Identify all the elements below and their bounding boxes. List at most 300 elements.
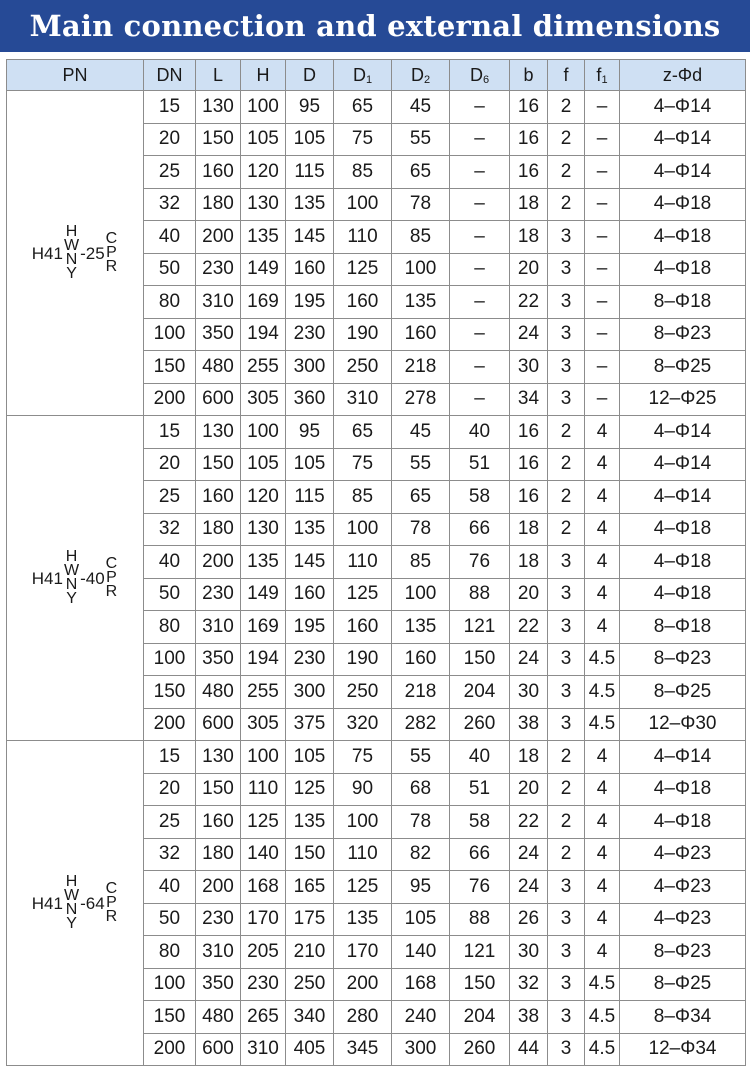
table-cell: 310	[196, 611, 241, 644]
table-cell: 121	[450, 611, 510, 644]
table-cell: 90	[334, 773, 392, 806]
table-cell: –	[585, 123, 620, 156]
column-header-label: D	[352, 64, 366, 85]
table-cell: 3	[548, 1033, 585, 1066]
table-cell: 160	[392, 318, 450, 351]
table-cell: 150	[196, 448, 241, 481]
table-cell: 4	[585, 578, 620, 611]
table-cell: 16	[510, 481, 548, 514]
table-cell: 240	[392, 1001, 450, 1034]
column-header-label: PN	[62, 64, 88, 85]
column-header-subscript: 6	[482, 73, 490, 86]
column-header	[241, 60, 286, 91]
table-cell: 2	[548, 806, 585, 839]
table-cell: 110	[334, 546, 392, 579]
column-header-label: H	[256, 64, 270, 85]
table-cell: 100	[392, 578, 450, 611]
title-banner	[0, 0, 750, 52]
table-cell: 160	[286, 253, 334, 286]
table-cell: 4	[585, 806, 620, 839]
table-cell: 3	[548, 383, 585, 416]
table-cell: 100	[241, 741, 286, 774]
table-cell: 300	[286, 676, 334, 709]
table-cell: 350	[196, 968, 241, 1001]
model-prefix: H41	[31, 243, 63, 263]
table-cell: 180	[196, 838, 241, 871]
table-cell: 310	[241, 1033, 286, 1066]
table-cell: 55	[392, 448, 450, 481]
column-header-subscript: 1	[601, 73, 608, 86]
table-cell: 350	[196, 318, 241, 351]
table-cell: 76	[450, 546, 510, 579]
table-cell: 2	[548, 513, 585, 546]
table-cell: 150	[144, 1001, 196, 1034]
table-cell: 8–Φ23	[620, 643, 746, 676]
table-cell: 169	[241, 611, 286, 644]
material-letter: R	[105, 908, 118, 925]
model-type-letter: N	[65, 901, 78, 918]
table-cell: 2	[548, 838, 585, 871]
pressure-nominal: -40	[80, 568, 105, 588]
table-cell: 15	[144, 741, 196, 774]
table-cell: 350	[196, 643, 241, 676]
table-cell: 45	[392, 416, 450, 449]
table-cell: 3	[548, 903, 585, 936]
column-header	[286, 60, 334, 91]
table-cell: 8–Φ34	[620, 1001, 746, 1034]
column-header	[620, 60, 746, 91]
table-cell: 405	[286, 1033, 334, 1066]
table-cell: 250	[334, 351, 392, 384]
table-cell: 2	[548, 123, 585, 156]
table-cell: 32	[510, 968, 548, 1001]
table-cell: 20	[510, 773, 548, 806]
table-cell: 18	[510, 221, 548, 254]
table-cell: –	[585, 253, 620, 286]
table-cell: 8–Φ23	[620, 318, 746, 351]
pn-model-cell	[7, 741, 144, 1066]
table-cell: 130	[196, 416, 241, 449]
material-letter: R	[105, 583, 118, 600]
dimensions-table	[6, 59, 746, 1066]
table-cell: 65	[334, 91, 392, 124]
table-cell: 2	[548, 481, 585, 514]
table-cell: 218	[392, 351, 450, 384]
table-cell: –	[585, 156, 620, 189]
table-cell: 4–Φ18	[620, 188, 746, 221]
table-cell: –	[585, 91, 620, 124]
table-cell: 20	[510, 253, 548, 286]
table-cell: 130	[241, 188, 286, 221]
table-cell: 76	[450, 871, 510, 904]
column-header-subscript: 2	[423, 73, 431, 86]
table-cell: 230	[196, 903, 241, 936]
table-cell: 160	[196, 481, 241, 514]
model-prefix: H41	[31, 568, 63, 588]
table-cell: 135	[392, 286, 450, 319]
table-cell: 2	[548, 773, 585, 806]
table-cell: 4	[585, 546, 620, 579]
model-designation	[32, 875, 118, 931]
table-cell: 200	[196, 221, 241, 254]
table-cell: 4–Φ23	[620, 838, 746, 871]
table-cell: 55	[392, 741, 450, 774]
material-letter: C	[105, 555, 118, 572]
table-cell: 3	[548, 1001, 585, 1034]
table-cell: 26	[510, 903, 548, 936]
table-cell: 2	[548, 188, 585, 221]
table-cell: 3	[548, 871, 585, 904]
table-cell: 20	[510, 578, 548, 611]
table-cell: 4–Φ18	[620, 513, 746, 546]
table-cell: 4.5	[585, 968, 620, 1001]
table-row	[7, 741, 746, 774]
table-cell: 4.5	[585, 1033, 620, 1066]
material-letter: R	[105, 258, 118, 275]
table-cell: 4.5	[585, 676, 620, 709]
table-cell: 78	[392, 513, 450, 546]
table-cell: 4	[585, 481, 620, 514]
model-designation	[32, 550, 118, 606]
table-cell: 22	[510, 806, 548, 839]
table-cell: 18	[510, 188, 548, 221]
page-title: Main connection and external dimensions	[29, 9, 721, 43]
header-row	[7, 60, 746, 91]
table-cell: 3	[548, 936, 585, 969]
table-cell: 18	[510, 546, 548, 579]
table-cell: 160	[334, 286, 392, 319]
table-cell: 105	[286, 448, 334, 481]
table-cell: 3	[548, 318, 585, 351]
table-cell: 375	[286, 708, 334, 741]
table-cell: 135	[286, 188, 334, 221]
table-cell: 4–Φ18	[620, 773, 746, 806]
table-cell: 105	[241, 123, 286, 156]
table-cell: 80	[144, 286, 196, 319]
table-cell: –	[450, 91, 510, 124]
table-cell: 78	[392, 806, 450, 839]
table-cell: 4	[585, 903, 620, 936]
table-cell: 100	[241, 91, 286, 124]
column-header	[585, 60, 620, 91]
table-cell: 3	[548, 676, 585, 709]
table-cell: 110	[334, 838, 392, 871]
table-cell: –	[585, 318, 620, 351]
table-cell: 320	[334, 708, 392, 741]
table-cell: 230	[241, 968, 286, 1001]
table-cell: 4	[585, 741, 620, 774]
model-type-letter: N	[65, 251, 78, 268]
table-cell: 45	[392, 91, 450, 124]
table-cell: 4	[585, 773, 620, 806]
table-cell: 149	[241, 253, 286, 286]
table-cell: 100	[144, 643, 196, 676]
table-cell: 150	[144, 676, 196, 709]
table-cell: 600	[196, 383, 241, 416]
table-cell: 130	[196, 91, 241, 124]
table-cell: 150	[286, 838, 334, 871]
model-type-stack	[64, 550, 79, 606]
material-stack	[106, 557, 118, 599]
table-cell: 255	[241, 676, 286, 709]
table-cell: 78	[392, 188, 450, 221]
pressure-nominal: -25	[80, 243, 105, 263]
table-cell: 55	[392, 123, 450, 156]
table-cell: –	[450, 351, 510, 384]
table-cell: 4	[585, 448, 620, 481]
table-cell: 3	[548, 643, 585, 676]
table-cell: 8–Φ25	[620, 676, 746, 709]
table-cell: 40	[144, 546, 196, 579]
table-cell: 140	[392, 936, 450, 969]
table-cell: 25	[144, 481, 196, 514]
table-cell: 100	[334, 806, 392, 839]
table-cell: 8–Φ25	[620, 968, 746, 1001]
model-type-letter: W	[63, 562, 80, 579]
table-cell: 135	[392, 611, 450, 644]
table-cell: –	[450, 123, 510, 156]
table-cell: 4–Φ18	[620, 221, 746, 254]
table-cell: 150	[196, 773, 241, 806]
table-cell: 82	[392, 838, 450, 871]
table-cell: 2	[548, 448, 585, 481]
pn-model-cell	[7, 416, 144, 741]
table-cell: 120	[241, 156, 286, 189]
column-header-label: f	[596, 64, 602, 85]
table-cell: 25	[144, 806, 196, 839]
table-cell: 150	[196, 123, 241, 156]
table-cell: 100	[144, 318, 196, 351]
table-cell: 4–Φ18	[620, 546, 746, 579]
column-header	[334, 60, 392, 91]
table-cell: 4–Φ14	[620, 448, 746, 481]
table-cell: 160	[334, 611, 392, 644]
table-cell: 105	[286, 741, 334, 774]
material-letter: C	[105, 880, 118, 897]
table-cell: –	[585, 383, 620, 416]
table-cell: 4.5	[585, 708, 620, 741]
table-cell: 230	[196, 253, 241, 286]
model-type-letter: W	[63, 237, 80, 254]
table-cell: 58	[450, 806, 510, 839]
model-type-letter: H	[65, 223, 78, 240]
table-cell: –	[585, 221, 620, 254]
table-cell: 230	[286, 643, 334, 676]
table-cell: 340	[286, 1001, 334, 1034]
table-cell: 280	[334, 1001, 392, 1034]
table-cell: 260	[450, 708, 510, 741]
table-cell: 4–Φ14	[620, 481, 746, 514]
table-cell: 200	[334, 968, 392, 1001]
table-cell: 260	[450, 1033, 510, 1066]
column-header-label: b	[523, 64, 534, 85]
table-cell: 3	[548, 221, 585, 254]
table-cell: 24	[510, 318, 548, 351]
table-cell: 195	[286, 611, 334, 644]
table-cell: 8–Φ18	[620, 286, 746, 319]
column-header	[392, 60, 450, 91]
table-cell: –	[450, 318, 510, 351]
model-prefix: H41	[31, 893, 63, 913]
model-type-letter: W	[63, 887, 80, 904]
material-letter: C	[105, 230, 118, 247]
table-cell: 16	[510, 416, 548, 449]
table-cell: 40	[450, 416, 510, 449]
dimensions-table-wrapper	[6, 59, 746, 1066]
table-cell: 3	[548, 351, 585, 384]
table-cell: 100	[334, 513, 392, 546]
table-cell: 20	[144, 123, 196, 156]
table-cell: 4–Φ18	[620, 806, 746, 839]
table-cell: 105	[241, 448, 286, 481]
table-cell: 85	[334, 156, 392, 189]
table-cell: –	[585, 286, 620, 319]
table-cell: 230	[286, 318, 334, 351]
table-cell: 65	[392, 481, 450, 514]
table-cell: 66	[450, 513, 510, 546]
table-cell: 4.5	[585, 643, 620, 676]
table-cell: 8–Φ18	[620, 611, 746, 644]
table-cell: 360	[286, 383, 334, 416]
table-cell: 4	[585, 611, 620, 644]
table-cell: 100	[392, 253, 450, 286]
table-cell: 80	[144, 936, 196, 969]
material-letter: P	[106, 569, 117, 586]
table-cell: 265	[241, 1001, 286, 1034]
table-cell: 16	[510, 91, 548, 124]
table-cell: 200	[144, 383, 196, 416]
table-cell: 12–Φ30	[620, 708, 746, 741]
table-cell: 305	[241, 383, 286, 416]
table-cell: 600	[196, 708, 241, 741]
model-type-stack	[64, 875, 79, 931]
table-cell: 310	[334, 383, 392, 416]
table-cell: 150	[144, 351, 196, 384]
table-cell: 600	[196, 1033, 241, 1066]
table-cell: 300	[286, 351, 334, 384]
table-cell: 2	[548, 416, 585, 449]
table-body	[7, 91, 746, 1066]
material-stack	[106, 232, 118, 274]
table-cell: 150	[450, 643, 510, 676]
table-cell: 120	[241, 481, 286, 514]
table-cell: 22	[510, 611, 548, 644]
table-cell: 125	[241, 806, 286, 839]
table-cell: 40	[450, 741, 510, 774]
table-cell: 18	[510, 741, 548, 774]
model-type-letter: Y	[66, 915, 77, 932]
column-header-label: f	[563, 64, 569, 85]
table-cell: 135	[286, 806, 334, 839]
table-cell: 160	[286, 578, 334, 611]
table-cell: 115	[286, 481, 334, 514]
table-cell: 160	[392, 643, 450, 676]
table-cell: 12–Φ34	[620, 1033, 746, 1066]
column-header-label: D	[410, 64, 424, 85]
table-cell: 16	[510, 156, 548, 189]
table-cell: 95	[286, 416, 334, 449]
table-cell: 145	[286, 221, 334, 254]
table-cell: 100	[241, 416, 286, 449]
table-cell: 125	[286, 773, 334, 806]
table-cell: 32	[144, 188, 196, 221]
table-cell: 65	[334, 416, 392, 449]
model-type-letter: H	[65, 548, 78, 565]
table-cell: 105	[392, 903, 450, 936]
table-cell: 135	[241, 221, 286, 254]
table-cell: 4–Φ23	[620, 903, 746, 936]
table-cell: 66	[450, 838, 510, 871]
table-cell: 16	[510, 448, 548, 481]
table-cell: 58	[450, 481, 510, 514]
table-cell: 18	[510, 513, 548, 546]
table-cell: 175	[286, 903, 334, 936]
table-cell: 310	[196, 936, 241, 969]
table-cell: 68	[392, 773, 450, 806]
table-cell: 110	[334, 221, 392, 254]
column-header	[450, 60, 510, 91]
table-row	[7, 91, 746, 124]
table-cell: 200	[196, 546, 241, 579]
column-header	[7, 60, 144, 91]
table-cell: 3	[548, 611, 585, 644]
table-cell: 160	[196, 156, 241, 189]
table-cell: 165	[286, 871, 334, 904]
table-cell: 3	[548, 253, 585, 286]
table-cell: 200	[144, 708, 196, 741]
table-cell: 25	[144, 156, 196, 189]
table-cell: 480	[196, 676, 241, 709]
model-type-stack	[64, 225, 79, 281]
table-cell: 51	[450, 773, 510, 806]
table-cell: 15	[144, 416, 196, 449]
column-header	[144, 60, 196, 91]
table-cell: –	[450, 383, 510, 416]
pressure-nominal: -64	[80, 893, 105, 913]
table-cell: 30	[510, 351, 548, 384]
table-cell: –	[450, 221, 510, 254]
table-cell: 3	[548, 968, 585, 1001]
table-cell: 305	[241, 708, 286, 741]
table-cell: 85	[392, 546, 450, 579]
column-header-label: L	[212, 64, 223, 85]
table-cell: 310	[196, 286, 241, 319]
table-cell: 125	[334, 871, 392, 904]
table-cell: 100	[334, 188, 392, 221]
table-cell: 44	[510, 1033, 548, 1066]
column-header-label: DN	[156, 64, 183, 85]
table-cell: 24	[510, 838, 548, 871]
table-cell: –	[450, 286, 510, 319]
table-cell: 190	[334, 643, 392, 676]
table-cell: 250	[334, 676, 392, 709]
table-cell: 204	[450, 1001, 510, 1034]
table-cell: 130	[241, 513, 286, 546]
table-cell: 15	[144, 91, 196, 124]
table-cell: 3	[548, 286, 585, 319]
table-cell: 4–Φ18	[620, 578, 746, 611]
table-cell: 204	[450, 676, 510, 709]
table-cell: 195	[286, 286, 334, 319]
table-cell: 282	[392, 708, 450, 741]
table-cell: 3	[548, 546, 585, 579]
table-cell: 345	[334, 1033, 392, 1066]
column-header-label: D	[303, 64, 316, 85]
table-cell: 210	[286, 936, 334, 969]
table-cell: 38	[510, 708, 548, 741]
table-cell: 125	[334, 578, 392, 611]
table-cell: 65	[392, 156, 450, 189]
